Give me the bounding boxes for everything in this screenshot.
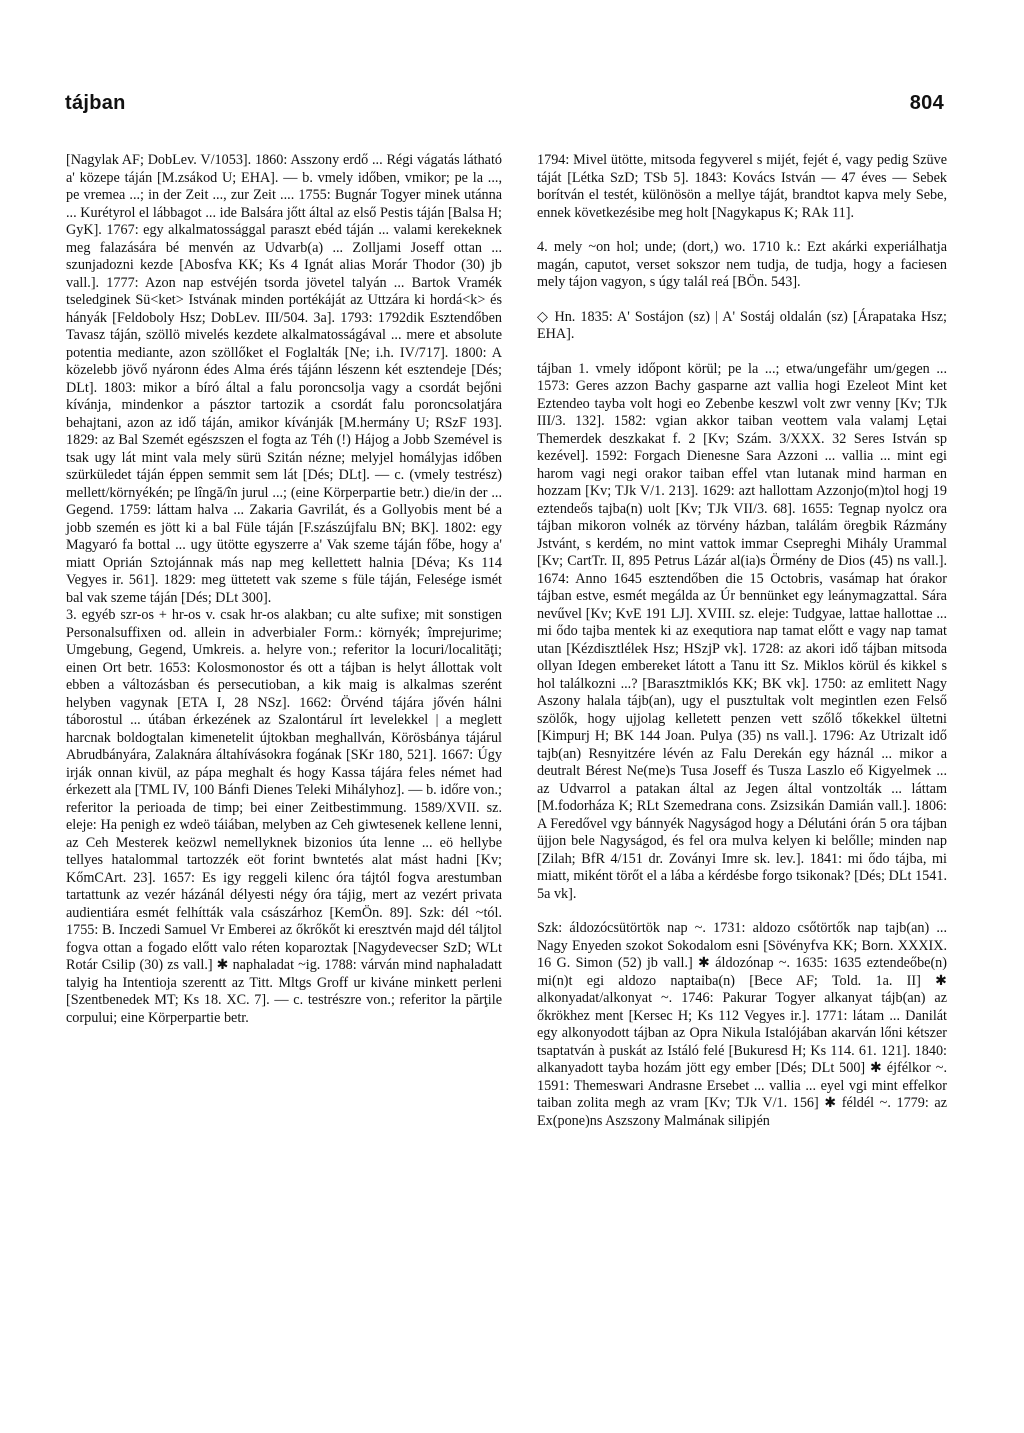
- entry-paragraph: 1794: Mivel ütötte, mitsoda fegyverel s mijét, fejét é, vagy pedig Szüve táját [Létka SzD; TSb 5]. 1843: Kovács István — 47 éves — Sebek borítván el testét, különösön a mellye táját, brandtot kapva mely Sebe, ennek következésibe meg holt [Nagykapus K; RAk 11].: [537, 152, 947, 221]
- page-number: 804: [909, 92, 944, 114]
- entry-paragraph: 3. egyéb szr-os + hr-os v. csak hr-os alakban; cu alte sufixe; mit sonstigen Personalsuffixen od. allein in adverbialer Form.: környék; împrejurime; Umgebung, Gegend, Umkreis. a. helyre von.; referitor la locuri/localităţi; einen Ort betr. 1653: Kolosmonostor és ott a tájban is helyt állottak volt ebben a változásban és persecutioban, a kik maig is alkalmas szerént helyben vagynak [ETA I, 28 NSz]. 1662: Örvénd tájára jővén hálni táborostul ... útában érkezének az Szalontárul írt levelekkel | a meglett harcnak boldogtalan kimenetelit újtokban meghallván, Körösbánya tájárul Abrudbányára, Zalaknára áltahívásokra fogának [SKr 180, 521]. 1667: Úgy irják onnan kivül, az pápa meghalt és hogy Kassa tájára feles német had érkezett ala [TML IV, 100 Bánfi Dienes Teleki Mihályhoz]. — b. időre von.; referitor la perioada de timp; bei einer Zeitbestimmung. 1589/XVII. sz. eleje: Ha penigh ez wdeö táiában, melyben az Ceh giwtesenek kellene lenni, az Ceh Mesterek keözwl nemellyknek bizonios úta lenne ... eö hellybe tellyes hatalommal tartozzék eöt forint bwntetés alat mást hadni [Kv; KőmCArt. 23]. 1657: Es igy reggeli kilenc óra tájtól fogva arestumban tartattunk az vezér házánál délyesti négy óra tájig, mert az vezért privata audientiára esmét felhítták vala császárhoz [KemÖn. 89]. Szk: dél ~tól. 1755: B. Inczedi Samuel Vr Emberei az őkrőkőt ki eresztvén majd dél táljtol fogva ottan a fogado előtt valo réten koparoztak [Nagydevecser SzD; WLt Rotár Csilip (30) zs vall.] ✱ naphaladat ~ig. 1788: várván mind naphaladatt talyig ha Intentioja szerentt az Titt. Mltgs Groff ur kiváne minkett perleni [Szentbenedek MT; Ks 18. XC. 7]. — c. testrészre von.; referitor la părţile corpului; eine Körperpartie betr.: [66, 607, 502, 1026]
- page-header: [65, 92, 944, 115]
- entry-paragraph: [Nagylak AF; DobLev. V/1053]. 1860: Asszony erdő ... Régi vágatás látható a' közepe táján [M.zsákod U; EHA]. — b. vmely időben, vmikor; pe la ..., pe vremea ...; in der Zeit ..., zur Zeit .... 1755: Bugnár Togyer minek utánna ... Kurétyrol el lábbagot ... ide Balsára jőtt által az első Pestis táján [Balsa H; GyK]. 1767: egy alkalmatossággal paraszt ebéd táján ... valami kerekeknek meg falazására bé menvén az Udvarb(a) ... Zolljami Joseff ottan ... szunjadozni kezde [Abosfva KK; Ks 4 Ignát alias Morár Thodor (30) jb vall.]. 1777: Azon nap estvéjén tsorda jövetel talyán ... Bartok Vramék tseledginek Sü<ket> Istvának minden portékáját az Uttzára ki hordá<k> és hányák [Feldoboly Hsz; DobLev. III/504. 3a]. 1793: 1792dik Esztendőben Tavasz táján, szöllö mivelés kezdete alkalmatosságával ... mere et absolute potentia mediante, azon szöllőket el Foglalták [Ne; i.h. IV/717]. 1800: A közelebb jövő nyáronn édes Alma érés tájánn lészenn két esztendeje [Dés; DLt]. 1803: mikor a bíró által a falu poroncsolja vagy a csordát bejőni kívánja, mindenkor a pásztor tartozik a csordát falu poroncsolatjára behajtani, azon az idő táján, amikor kívánják [M.hermány U; RSzF 193]. 1829: az Bal Szemét egészszen el fogta az Téh (!) Hájog a Jobb Szemével is tsak ugy lát mint vala mely sürü Szitán nézne; melyjel homályjas időben szürküledet táján éppen semmit sem lát [Dés; DLt]. — c. (vmely testrész) mellett/környékén; pe lîngă/în jurul ...; (eine Körperpartie betr.) die/in der ... Gegend. 1759: láttam halva ... Zakaria Gavrilát, és a Gollyobis ment bé a jobb szemén es jött ki a bal Füle táján [F.szászújfalu BN; BK]. 1802: egy Magyaró fa bottal ... ugy ütötte egyszerre a' Vak szeme táján főbe, hogy a' miatt Oprián Sztojánnak más nap meg kellettett halnia [Déva; Ks 114 Vegyes ir. 561]. 1829: meg üttetett vak szeme s füle táján, Felesége ismét bal vak szeme táján [Dés; DLt 300].: [66, 152, 502, 606]
- entry-paragraph: 4. mely ~on hol; unde; (dort,) wo. 1710 k.: Ezt akárki experiálhatja magán, caputot, verset sokszor nem tudja, de tudja, hogy a faciesen mely tájon vagyon, s úgy talál reá [BÖn. 543].: [537, 239, 947, 290]
- running-headword: tájban: [65, 92, 126, 114]
- left-column: [66, 152, 502, 1027]
- entry-paragraph: tájban 1. vmely időpont körül; pe la ...; etwa/ungefähr um/gegen ... 1573: Geres azzon Bachy gasparne azt vallia hogi Ezeleot Mint ket Eztendeo tayba volt hogi eo Zebenbe keszwl volt zwr venny [Kv; TJk III/3. 132]. 1582: vgian akkor taiban veottem vala valamj Lętai Themerdek deszkakat f. 2 [Kv; Szám. 3/XXX. 32 Seres István sp kezével]. 1592: Forgach Dienesne Sara Azzoni ... vallia ... mint egi harom vagi negi orakor taiban effel vtan lutanak mind harman en hozzam [Kv; TJk V/1. 213]. 1629: azt hallottam Azzonjo(m)tol hogj 19 eztendeős tajba(n) uolt [Kv; TJk VII/3. 68]. 1655: Tegnap nyolcz ora tájban mikoron volnék az törvény házban, találám öregbik Rázmány Jstvánt, s kerdém, no mint vattok immar Csepreghi Mihály Urammal [Kv; CartTr. II, 895 Petrus Lázár al(ia)s Örmény de Dios (45) ns vall.]. 1674: Anno 1645 esztendőben die 15 Octobris, vasámap hat órakor tájban estve, esmét megálda az Úr bennünket egy leánymagzattal. Sára nevűvel [Kv; KvE 191 LJ]. XVIII. sz. eleje: Tudgyae, lattae hallottae ... mi ődo tajba mentek ki az exequtiora nap tamat előtt e vagy nap tamat utan [Kézdisztlélek Hsz; HSzjP vk]. 1728: az akori idő tájban mitsoda ollyan Idegen embereket látott a Tanu itt Sz. Miklos körül és kikkel s hol találkozni ...? [Barasztmiklós KK; BK vk]. 1750: az emlitett Nagy Aszony halala tájb(an), ugy el pusztultak volt megintlen ezen Felső szölők, hogy ujjolag kelletett penzen vett szőlő tőkekkel ültetni [Kimpurj H; BK 144 Joan. Pulya (35) ns vall.]. 1796: Az Utrizalt idő tajb(an) Resnyitzére lévén az Falu Derekán egy háznál ... mikor a deutralt Bérest Ne(me)s Tusa Joseff és Tusza Laszlo eő Kigyelmek ... az Udvarrol a patakan által az Jegen által vontzolták ... láttam [M.fodorháza K; RLt Szemedrana cons. Zsizsikán Damián vall.]. 1806: A Feredővel vgy bánnyék Nagyságod hogy a Délutáni órán 5 ora tájban üjjon bele Nagyságod, és fel ora mulva kelyen ki belőlle; minden nap [Zilah; BfR 4/151 dr. Zoványi Imre sk. lev.]. 1841: mi ődo tájba, mi miatt, miként törőt el a lába a kérdésbe forgo tsikonak? [Dés; DLt 1541. 5a vk].: [537, 360, 947, 902]
- right-column: [537, 152, 947, 1130]
- entry-paragraph: Szk: áldozócsütörtök nap ~. 1731: aldozo csőtörtők nap tajb(an) ... Nagy Enyeden szokot Sokodalom esni [Sövényfva KK; Born. XXXIX. 16 G. Simon (52) jb vall.] ✱ áldozónap ~. 1635: 1635 eztendeőbe(n) mi(n)t egi aldozo naptaiba(n) [Bece AF; Told. 1a. II] ✱ alkonyadat/alkonyat ~. 1746: Pakurar Togyer alkanyat tájb(an) az őkrökhez ment [Kersec H; Ks 112 Vegyes ir.]. 1771: látam ... Danilát egy alkonyodott tájban az Opra Nikula Istalójában akarván lőni kétszer tsaptatván à puskát az Istáló felé [Bukuresd H; Ks 114. 61. 121]. 1840: alkanyadott tayba hozám jött egy ember [Dés; DLt 500] ✱ éjfélkor ~. 1591: Themeswari Andrasne Ersebet ... vallia ... eyel vgi mint effelkor taiban zolita megh az vram [Kv; TJk V/1. 156] ✱ féldél ~. 1779: az Ex(pone)ns Aszszony Malmának silipjén: [537, 920, 947, 1129]
- entry-paragraph: ◇ Hn. 1835: A' Sostájon (sz) | A' Sostáj oldalán (sz) [Árapataka Hsz; EHA].: [537, 308, 947, 342]
